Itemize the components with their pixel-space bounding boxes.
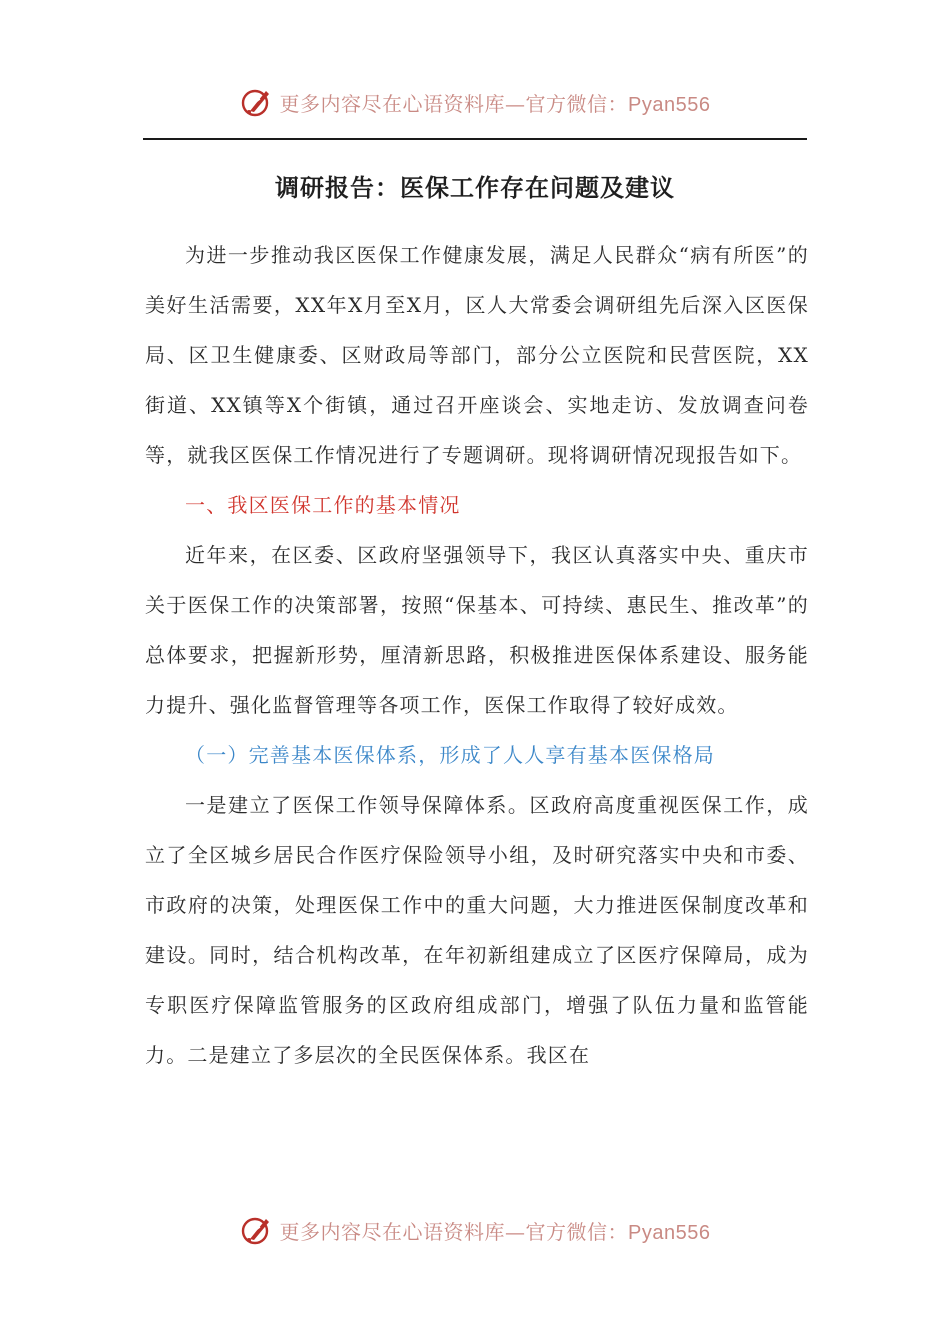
footer-banner: [0, 1208, 950, 1252]
document-body: [145, 230, 809, 1080]
section-1-paragraph: 近年来，在区委、区政府坚强领导下，我区认真落实中央、重庆市关于医保工作的决策部署，按照“保基本、可持续、惠民生、推改革”的总体要求，把握新形势，厘清新思路，积极推进医保体系建设、服务能力提升、强化监督管理等各项工作，医保工作取得了较好成效。: [145, 543, 809, 717]
document-title: 调研报告：医保工作存在问题及建议: [275, 173, 675, 202]
intro-paragraph: 为进一步推动我区医保工作健康发展，满足人民群众“病有所医”的美好生活需要，XX年X月至X月，区人大常委会调研组先后深入区医保局、区卫生健康委、区财政局等部门，部分公立医院和民营医院，XX街道、XX镇等X个街镇，通过召开座谈会、实地走访、发放调查问卷等，就我区医保工作情况进行了专题调研。现将调研情况现报告如下。: [145, 243, 809, 467]
subsection-heading-1: （一）完善基本医保体系，形成了人人享有基本医保格局: [185, 743, 715, 767]
header-banner: [0, 80, 950, 124]
banner-text: 更多内容尽在心语资料库—官方微信：Pyan556: [279, 1219, 711, 1244]
quill-logo-icon: [240, 1213, 274, 1247]
header-divider: [143, 138, 807, 140]
subsection-1-paragraph: 一是建立了医保工作领导保障体系。区政府高度重视医保工作，成立了全区城乡居民合作医疗保险领导小组，及时研究落实中央和市委、市政府的决策，处理医保工作中的重大问题，大力推进医保制度改革和建设。同时，结合机构改革，在年初新组建成立了区医疗保障局，成为专职医疗保障监管服务的区政府组成部门，增强了队伍力量和监管能力。二是建立了多层次的全民医保体系。我区在: [145, 793, 809, 1067]
banner-text: 更多内容尽在心语资料库—官方微信：Pyan556: [279, 91, 711, 116]
section-heading-1: 一、我区医保工作的基本情况: [185, 493, 461, 517]
banner-wechat-id: Pyan556: [628, 1221, 711, 1244]
quill-logo-icon: [240, 85, 274, 119]
banner-wechat-id: Pyan556: [628, 93, 711, 116]
